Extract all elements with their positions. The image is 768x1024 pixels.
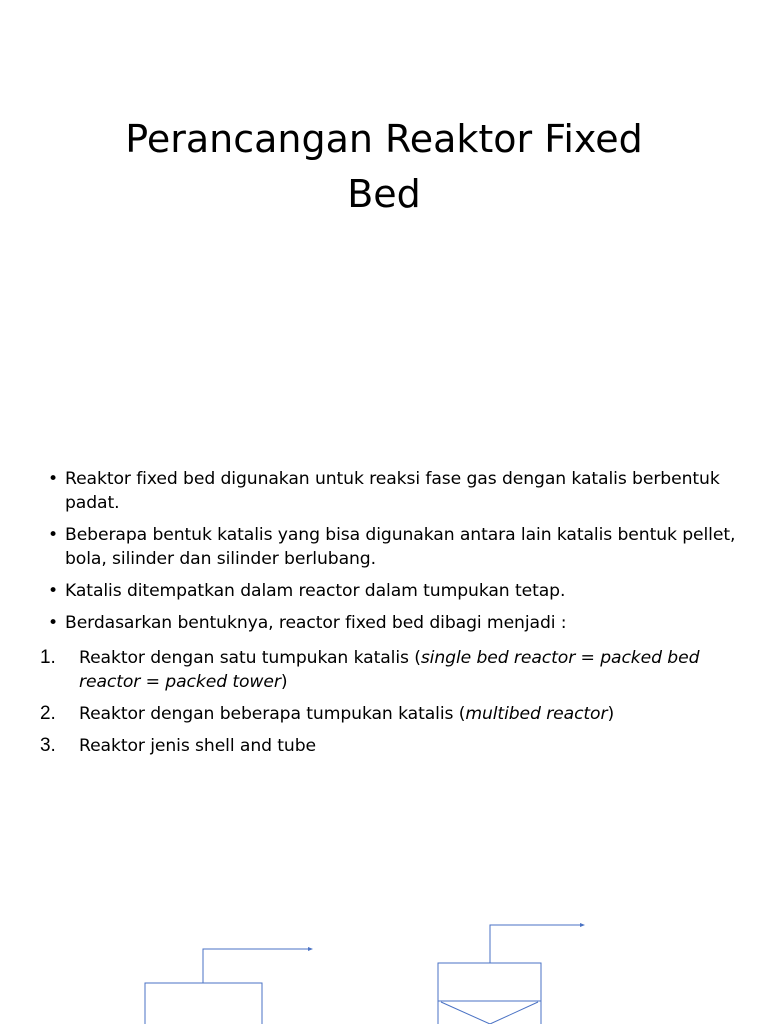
- title-line-2: Bed: [347, 172, 421, 216]
- item-text-close: ): [607, 704, 615, 724]
- item-text-italic: multibed reactor: [465, 704, 608, 724]
- reactor-vessel: [145, 983, 262, 1024]
- bullet-marker: •: [48, 469, 59, 489]
- bullet-item: [44, 467, 744, 515]
- item-text-close: ): [280, 672, 288, 692]
- bullet-marker: •: [48, 525, 59, 545]
- item-text-italic: single bed reactor = packed bed reactor = packed tower: [79, 648, 700, 692]
- single-bed-reactor-sketch: [145, 947, 313, 1024]
- bullet-text: Reaktor fixed bed digunakan untuk reaksi fase gas dengan katalis berbentuk padat.: [65, 469, 720, 513]
- multibed-reactor-sketch: [438, 923, 585, 1024]
- reactor-diagram: [0, 900, 768, 1024]
- item-number: 1.: [40, 647, 56, 668]
- bullet-text: Katalis ditempatkan dalam reactor dalam tumpukan tetap.: [65, 581, 566, 601]
- item-text-plain: Reaktor dengan beberapa tumpukan katalis (: [79, 704, 466, 724]
- item-number: 3.: [40, 735, 56, 756]
- numbered-item: [40, 646, 740, 694]
- title-line-1: Perancangan Reaktor Fixed: [125, 117, 643, 161]
- reactor-vessel: [438, 963, 541, 1024]
- item-text: [79, 646, 740, 694]
- bullet-item: [44, 579, 744, 603]
- numbered-item: [40, 702, 740, 726]
- bed-cross: [441, 1002, 538, 1024]
- bullet-item: [44, 611, 744, 635]
- bullet-text: Berdasarkan bentuknya, reactor fixed bed dibagi menjadi :: [65, 613, 567, 633]
- slide-title: [84, 112, 684, 222]
- numbered-item: [40, 734, 740, 758]
- arrow-head: [580, 923, 585, 927]
- bullet-marker: •: [48, 581, 59, 601]
- item-number: 2.: [40, 703, 56, 724]
- bullet-text: Beberapa bentuk katalis yang bisa digunakan antara lain katalis bentuk pellet, bola, silinder dan silinder berlubang.: [65, 525, 736, 569]
- item-text: [79, 734, 740, 758]
- bullet-item: [44, 523, 744, 571]
- item-text-plain: Reaktor dengan satu tumpukan katalis (: [79, 648, 421, 668]
- bullet-marker: •: [48, 613, 59, 633]
- arrow-head: [308, 947, 313, 951]
- item-text-plain: Reaktor jenis shell and tube: [79, 736, 317, 756]
- item-text: [79, 702, 740, 726]
- numbered-list: [40, 646, 740, 766]
- outlet-pipe: [490, 925, 580, 963]
- outlet-pipe: [203, 949, 308, 983]
- bullet-list: [44, 467, 744, 643]
